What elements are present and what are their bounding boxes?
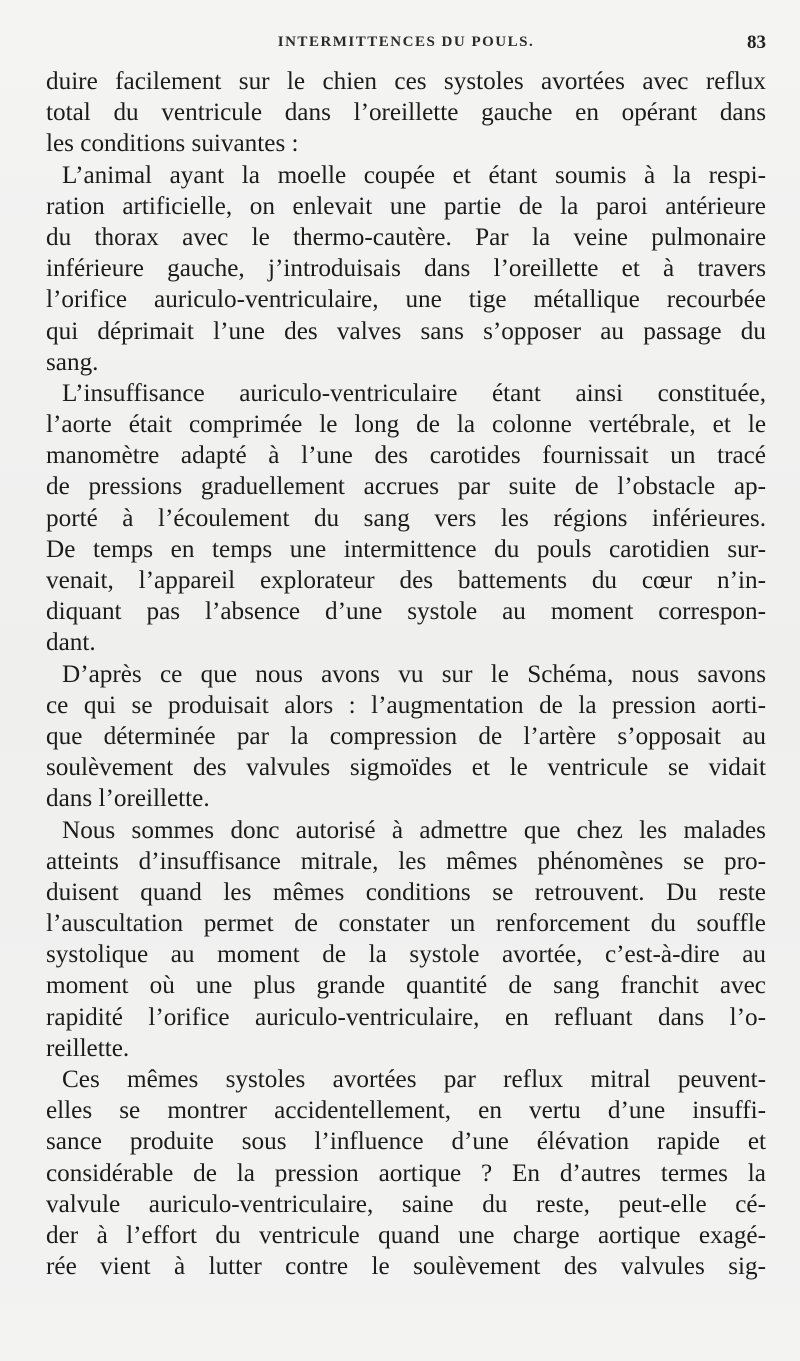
text-line: Nous sommes donc autorisé à admettre que chez les malades bbox=[62, 816, 766, 844]
paragraph-6 bbox=[46, 1064, 766, 1282]
text-line: l’orifice auriculo-ventriculaire, une tige métallique recourbée bbox=[46, 286, 766, 314]
text-line: ce qui se produisait alors : l’augmentation de la pression aorti- bbox=[46, 691, 766, 719]
text-line: l’aorte était comprimée le long de la colonne vertébrale, et le bbox=[46, 411, 766, 439]
text-line: du thorax avec le thermo-cautère. Par la veine pulmonaire bbox=[46, 223, 766, 251]
text-line: l’auscultation permet de constater un renforcement du souffle bbox=[46, 910, 766, 938]
text-line: diquant pas l’absence d’une systole au moment correspon- bbox=[46, 598, 766, 626]
text-line: systolique au moment de la systole avortée, c’est-à-dire au bbox=[46, 941, 766, 969]
text-line: total du ventricule dans l’oreillette gauche en opérant dans bbox=[46, 99, 766, 127]
paragraph-3 bbox=[46, 378, 766, 659]
text-line: sance produite sous l’influence d’une élévation rapide et bbox=[46, 1128, 766, 1156]
text-line: porté à l’écoulement du sang vers les régions inférieures. bbox=[46, 504, 766, 532]
text-line: venait, l’appareil explorateur des battements du cœur n’in- bbox=[46, 567, 766, 594]
running-head bbox=[46, 34, 766, 56]
text-line: elles se montrer accidentellement, en vertu d’une insuffi- bbox=[46, 1097, 766, 1125]
text-line: sang. bbox=[46, 348, 99, 376]
text-line: atteints d’insuffisance mitrale, les mêmes phénomènes se pro- bbox=[46, 847, 766, 875]
text-line: de pressions graduellement accrues par suite de l’obstacle ap- bbox=[46, 473, 766, 501]
text-line: qui déprimait l’une des valves sans s’opposer au passage du bbox=[46, 317, 766, 345]
text-line: reillette. bbox=[46, 1034, 130, 1062]
text-line: considérable de la pression aortique ? En d’autres termes la bbox=[46, 1159, 766, 1187]
text-line: D’après ce que nous avons vu sur le Schéma, nous savons bbox=[62, 660, 766, 688]
paragraph-4 bbox=[46, 659, 766, 815]
paragraph-2 bbox=[46, 160, 766, 378]
text-line: valvule auriculo-ventriculaire, saine du reste, peut-elle cé- bbox=[46, 1190, 766, 1218]
text-body bbox=[46, 66, 766, 1282]
text-line: que déterminée par la compression de l’artère s’opposait au bbox=[46, 722, 766, 750]
text-line: L’animal ayant la moelle coupée et étant soumis à la respi- bbox=[62, 161, 766, 189]
text-line: De temps en temps une intermittence du pouls carotidien sur- bbox=[46, 535, 766, 563]
text-line: dans l’oreillette. bbox=[46, 785, 210, 813]
text-line: dant. bbox=[46, 629, 96, 657]
paragraph-5 bbox=[46, 815, 766, 1065]
text-line: L’insuffisance auriculo-ventriculaire étant ainsi constituée, bbox=[62, 379, 766, 407]
running-title: INTERMITTENCES DU POULS. bbox=[277, 34, 535, 50]
text-line: ration artificielle, on enlevait une partie de la paroi antérieure bbox=[46, 192, 766, 220]
text-line: der à l’effort du ventricule quand une charge aortique exagé- bbox=[46, 1221, 766, 1249]
text-line: inférieure gauche, j’introduisais dans l’oreillette et à travers bbox=[46, 255, 766, 283]
text-line: les conditions suivantes : bbox=[46, 130, 299, 158]
text-line: duire facilement sur le chien ces systoles avortées avec reflux bbox=[46, 68, 766, 95]
paragraph-1 bbox=[46, 66, 766, 160]
text-line: Ces mêmes systoles avortées par reflux mitral peuvent- bbox=[62, 1066, 766, 1093]
text-line: duisent quand les mêmes conditions se retrouvent. Du reste bbox=[46, 878, 766, 906]
text-line: manomètre adapté à l’une des carotides fournissait un tracé bbox=[46, 442, 766, 470]
page-number: 83 bbox=[747, 32, 766, 53]
text-line: soulèvement des valvules sigmoïdes et le ventricule se vidait bbox=[46, 754, 766, 782]
text-line: rée vient à lutter contre le soulèvement des valvules sig- bbox=[46, 1253, 766, 1281]
text-line: rapidité l’orifice auriculo-ventriculaire, en refluant dans l’o- bbox=[46, 1003, 766, 1031]
text-line: moment où une plus grande quantité de sang franchit avec bbox=[46, 972, 766, 1000]
